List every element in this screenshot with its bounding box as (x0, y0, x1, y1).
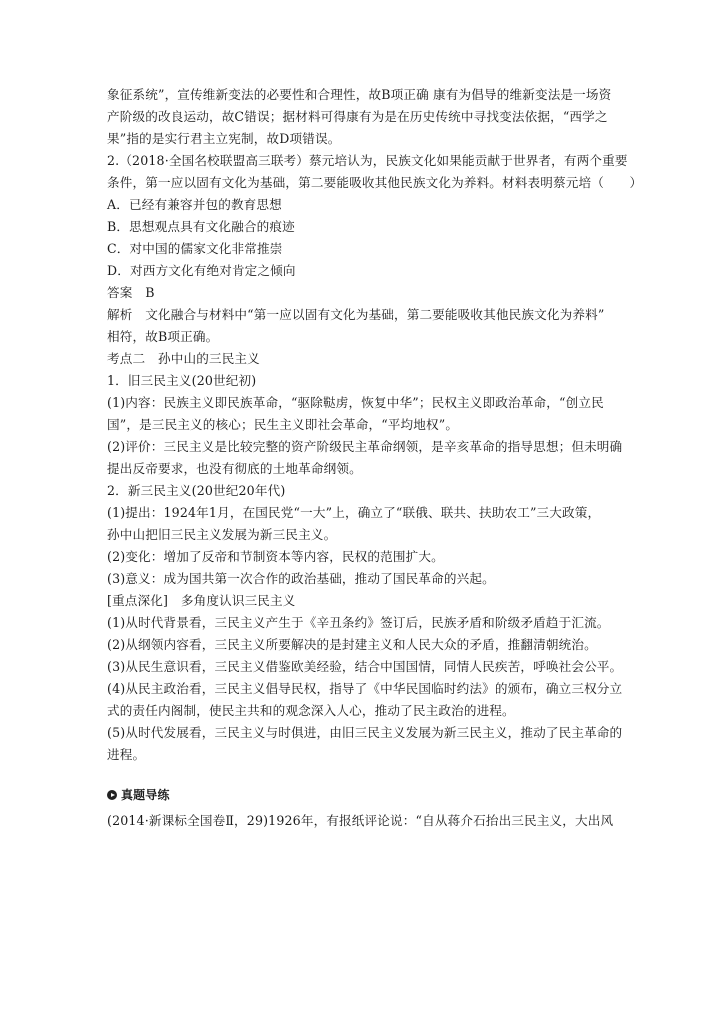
option-c: C．对中国的儒家文化非常推崇 (107, 241, 283, 256)
text-line: (1)内容：民族主义即民族革命，“驱除鞑虏，恢复中华”；民权主义即政治革命，“创立民 (107, 395, 604, 410)
text-line: (3)从民生意识看，三民主义借鉴欧美经验，结合中国国情，同情人民疾苦，呼唤社会公平。 (107, 659, 623, 674)
answer: 答案 B (107, 285, 155, 300)
key-point-heading: [重点深化] 多角度认识三民主义 (107, 593, 296, 608)
text-line: (1)从时代背景看，三民主义产生于《辛丑条约》签订后，民族矛盾和阶级矛盾趋于汇流。 (107, 615, 610, 630)
text-line: 式的责任内阁制，使民主共和的观念深入人心，推动了民主政治的进程。 (107, 703, 515, 718)
text-line: (2)从纲领内容看，三民主义所要解决的是封建主义和人民大众的矛盾，推翻清朝统治。 (107, 637, 597, 652)
option-a: A．已经有兼容并包的教育思想 (107, 197, 282, 212)
play-circle-icon (107, 790, 117, 800)
text-line: (3)意义：成为国共第一次合作的政治基础，推动了国民革命的兴起。 (107, 571, 495, 586)
text-line: 提出反帝要求，也没有彻底的土地革命纲领。 (107, 461, 362, 476)
text-line: (1)提出：1924年1月，在国民党“一大”上，确立了“联俄、联共、扶助农工”三大政策， (107, 505, 601, 520)
text-line: (4)从民主政治看，三民主义倡导民权，指导了《中华民国临时约法》的颁布，确立三权分立 (107, 681, 623, 696)
section-heading (107, 784, 619, 806)
text-line: 国”，是三民主义的核心；民生主义即社会革命，“平均地权”。 (107, 417, 459, 432)
question-2-stem: 条件，第一应以固有文化为基础，第二要能吸收其他民族文化为养料。材料表明蔡元培（ ） (107, 175, 643, 190)
text-line: (5)从时代发展看，三民主义与时俱进，由旧三民主义发展为新三民主义，推动了民主革命的 (107, 725, 623, 740)
question-2-stem: 2.（2018·全国名校联盟高三联考）蔡元培认为，民族文化如果能贡献于世界者，有两个重要 (107, 153, 628, 168)
text-line: (2)评价：三民主义是比较完整的资产阶级民主革命纲领，是辛亥革命的指导思想；但未明确 (107, 439, 623, 454)
text-line: 进程。 (107, 747, 146, 762)
exam-question-line: (2014·新课标全国卷Ⅱ，29)1926年，有报纸评论说：“自从蒋介石抬出三民主义，大出风 (107, 813, 614, 828)
subheading: 2．新三民主义(20世纪20年代) (107, 483, 286, 498)
text-line: (2)变化：增加了反帝和节制资本等内容，民权的范围扩大。 (107, 549, 444, 564)
topic-heading: 考点二 孙中山的三民主义 (107, 351, 260, 366)
subheading: 1．旧三民主义(20世纪初) (107, 373, 257, 388)
text-line: 产阶级的改良运动，故C错误；据材料可得康有为是在历史传统中寻找变法依据，“西学之 (107, 109, 608, 124)
option-d: D．对西方文化有绝对肯定之倾向 (107, 263, 296, 278)
text-line: 果”指的是实行君主立宪制，故D项错误。 (107, 131, 341, 146)
option-b: B．思想观点具有文化融合的痕迹 (107, 219, 295, 234)
text-line: 象征系统”，宣传维新变法的必要性和合理性，故B项正确 康有为倡导的维新变法是一场资 (107, 87, 612, 102)
explanation: 相符，故B项正确。 (107, 329, 219, 344)
explanation: 解析 文化融合与材料中“第一应以固有文化为基础，第二要能吸收其他民族文化为养料” (107, 307, 605, 322)
section-title: 真题导练 (121, 788, 170, 802)
text-line: 孙中山把旧三民主义发展为新三民主义。 (107, 527, 337, 542)
document-body (107, 84, 643, 832)
